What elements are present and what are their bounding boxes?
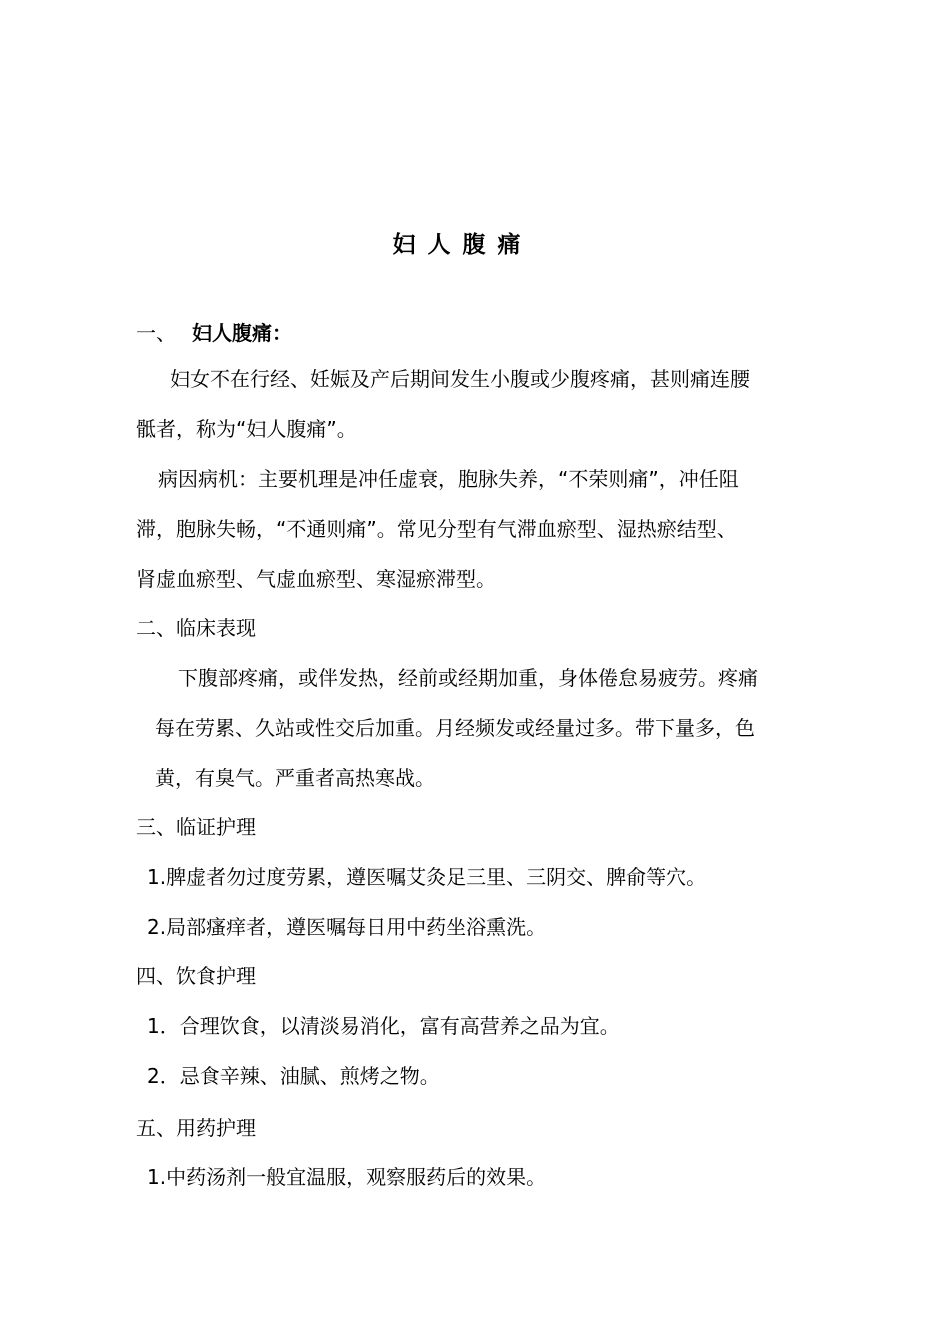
section-5-heading: 五、用药护理	[136, 1116, 256, 1140]
list-item: 1．合理饮食，以清淡易消化，富有高营养之品为宜。	[147, 1014, 620, 1038]
paragraph-line: 滞，胞脉失畅，“不通则痛”。常见分型有气滞血瘀型、湿热瘀结型、	[136, 517, 737, 541]
paragraph-line: 骶者，称为“妇人腹痛”。	[136, 417, 357, 441]
section-3-heading: 三、临证护理	[136, 815, 256, 839]
paragraph-line: 每在劳累、久站或性交后加重。月经频发或经量过多。带下量多，色	[155, 716, 755, 740]
paragraph-line: 妇女不在行经、妊娠及产后期间发生小腹或少腹疼痛，甚则痛连腰	[170, 367, 750, 391]
paragraph-line: 肾虚血瘀型、气虚血瘀型、寒湿瘀滞型。	[136, 567, 496, 591]
section-4-heading: 四、饮食护理	[136, 964, 256, 988]
paragraph-line: 黄，有臭气。严重者高热寒战。	[155, 766, 435, 790]
paragraph-line: 下腹部疼痛，或伴发热，经前或经期加重，身体倦怠易疲劳。疼痛	[178, 666, 758, 690]
document-title: 妇人腹痛	[392, 232, 533, 258]
list-item: 2.局部瘙痒者，遵医嘱每日用中药坐浴熏洗。	[147, 915, 547, 939]
list-item: 2．忌食辛辣、油腻、煎烤之物。	[147, 1064, 440, 1088]
paragraph-line: 病因病机：主要机理是冲任虚衰，胞脉失养，“不荣则痛”，冲任阻	[158, 467, 739, 491]
section-1-number: 一、	[136, 321, 176, 345]
section-1-heading: 妇人腹痛：	[192, 321, 292, 345]
list-item: 1.中药汤剂一般宜温服，观察服药后的效果。	[147, 1165, 547, 1189]
section-2-heading: 二、临床表现	[136, 616, 256, 640]
list-item: 1.脾虚者勿过度劳累，遵医嘱艾灸足三里、三阴交、脾俞等穴。	[147, 865, 707, 889]
